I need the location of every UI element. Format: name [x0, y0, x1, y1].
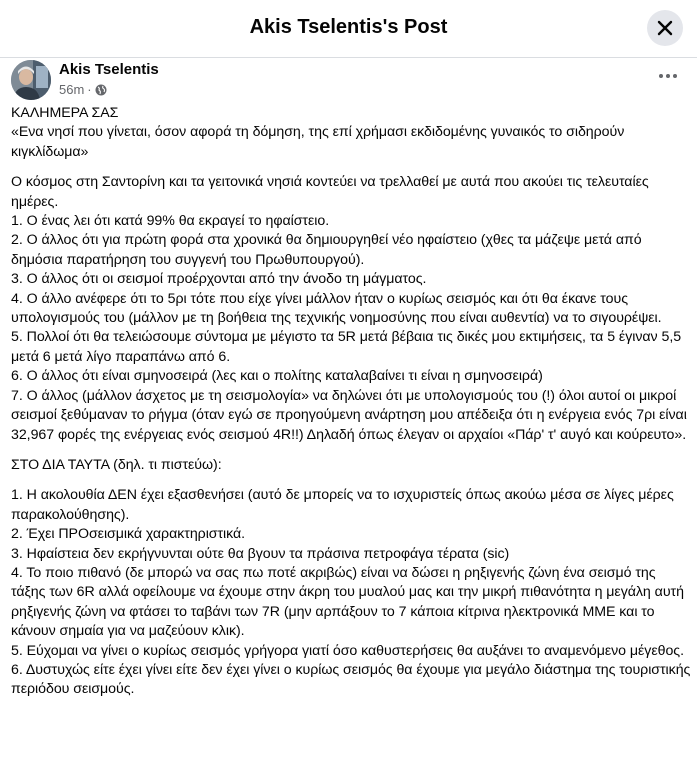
- belief-item: 6. Δυστυχώς είτε έχει γίνει είτε δεν έχει γίνει ο κυρίως σεισμός θα έχουμε για μεγάλο διάστημα της τουριστικής περιόδου σεισμούς.: [11, 661, 691, 698]
- intro-paragraph: Ο κόσμος στη Σαντορίνη και τα γειτονικά νησιά κοντεύει να τρελλαθεί με αυτά που ακούει τις τελευταίες ημέρες.: [11, 174, 649, 210]
- post-time[interactable]: 56m: [59, 82, 85, 97]
- avatar[interactable]: [11, 60, 51, 100]
- more-horizontal-icon: [652, 66, 684, 86]
- belief-item: 3. Ηφαίστεια δεν εκρήγνυνται ούτε θα βγουν τα πράσινα πετροφάγα τέρατα (sic): [11, 545, 510, 562]
- globe-icon[interactable]: [95, 84, 107, 96]
- dialog-title: Akis Tselentis's Post: [249, 16, 448, 38]
- rumor-item: 3. Ο άλλος ότι οι σεισμοί προέρχονται από την άνοδο τη μάγματος.: [11, 271, 427, 288]
- rumor-item: 7. Ο άλλος (μάλλον άσχετος με τη σεισμολογία» να δηλώνει ότι με υπολογισμούς του (!) όλοι αυτοί οι μικροί σεισμοί ξεθύμαναν το ρήγμα (όταν εγώ σε προηγούμενη ανάρτηση μου απέδειξα ότι η ενέργεια ενός 7ρι είναι 32,967 φορές της ενέργειας ενός σεισμού 4R!!) Δηλαδή όπως έλεγαν οι αρχαίοι «Πάρ' τ' αυγό και κούρευτο».: [11, 387, 687, 443]
- profile-photo-icon: [11, 60, 51, 100]
- close-icon: [657, 20, 673, 36]
- belief-item: 1. Η ακολουθία ΔΕΝ έχει εξασθενήσει (αυτό δε μπορείς να το ισχυριστείς όπως ακούω μέσα σε λίγες μέρες παρακολούθησης).: [11, 487, 674, 523]
- close-button[interactable]: [647, 10, 683, 46]
- rumor-item: 1. Ο ένας λει ότι κατά 99% θα εκραγεί το ηφαίστειο.: [11, 213, 330, 230]
- belief-item: 4. Το ποιο πιθανό (δε μπορώ να σας πω ποτέ ακριβώς) είναι να δώσει η ρηξιγενής ζώνη ένα σεισμό της τάξης των 6R αλλά οφείλουμε να έχουμε στην άκρη του μυαλού μας και την μικρή πιθανότητα η μεγάλη αυτή ρηξιγενής ζώνη να φτάσει το ταβάνι των 7R (μην αρπάξουν το 7 κάποια κίτρινα ηλεκτρονικά ΜΜΕ και το κάνουν σημαία για να μαζεύουν κλικ).: [11, 564, 684, 640]
- post-author-name[interactable]: Akis Tselentis: [59, 61, 159, 78]
- rumor-item: 5. Πολλοί ότι θα τελειώσουμε σύντομα με μέγιστο τα 5R μετά βέβαια τις δικές μου εκτιμήσεις, τα 5 έγιναν 5,5 μετά 6 μετά λίγο παραπάνω από 6.: [11, 329, 682, 365]
- more-options-button[interactable]: [652, 66, 684, 86]
- post-meta: [59, 82, 107, 97]
- greeting-line: ΚΑΛΗΜΕΡΑ ΣΑΣ: [11, 105, 119, 121]
- post-text: [11, 104, 691, 700]
- section-title: ΣΤΟ ΔΙΑ ΤΑΥΤΑ (δηλ. τι πιστεύω):: [11, 456, 222, 473]
- belief-item: 2. Έχει ΠΡΟσεισμικά χαρακτηριστικά.: [11, 526, 246, 543]
- rumor-item: 6. Ο άλλος ότι είναι σμηνοσειρά (λες και ο πολίτης καταλαβαίνει τι είναι η σμηνοσειρά): [11, 368, 543, 385]
- meta-separator: ·: [87, 82, 92, 97]
- belief-item: 5. Εύχομαι να γίνει ο κυρίως σεισμός γρήγορα γιατί όσο καθυστερήσεις θα αυξάνει το αναμενόμενο μέγεθος.: [11, 642, 684, 659]
- rumor-item: 2. Ο άλλος ότι για πρώτη φορά στα χρονικά θα δημιουργηθεί νέο ηφαίστειο (χθες τα μάζεψε μετά από δημόσια παρατήρηση του συγγενή του Πρωθυπουργού).: [11, 232, 642, 268]
- quote-paragraph: «Ενα νησί που γίνεται, όσον αφορά τη δόμηση, της επί χρήμασι εκδιδομένης γυναικός το σιδηρούν κιγκλίδωμα»: [11, 124, 625, 160]
- post-dialog-header: [0, 0, 697, 58]
- rumor-item: 4. Ο άλλο ανέφερε ότι το 5ρι τότε που είχε γίνει μάλλον ήταν ο κυρίως σεισμός και ότι θα έκανε τους υπολογισμούς του (μάλλον με τη βοήθεια της τεχνικής νοημοσύνης που είναι αυθεντία) να το σιγουρέψει.: [11, 290, 662, 327]
